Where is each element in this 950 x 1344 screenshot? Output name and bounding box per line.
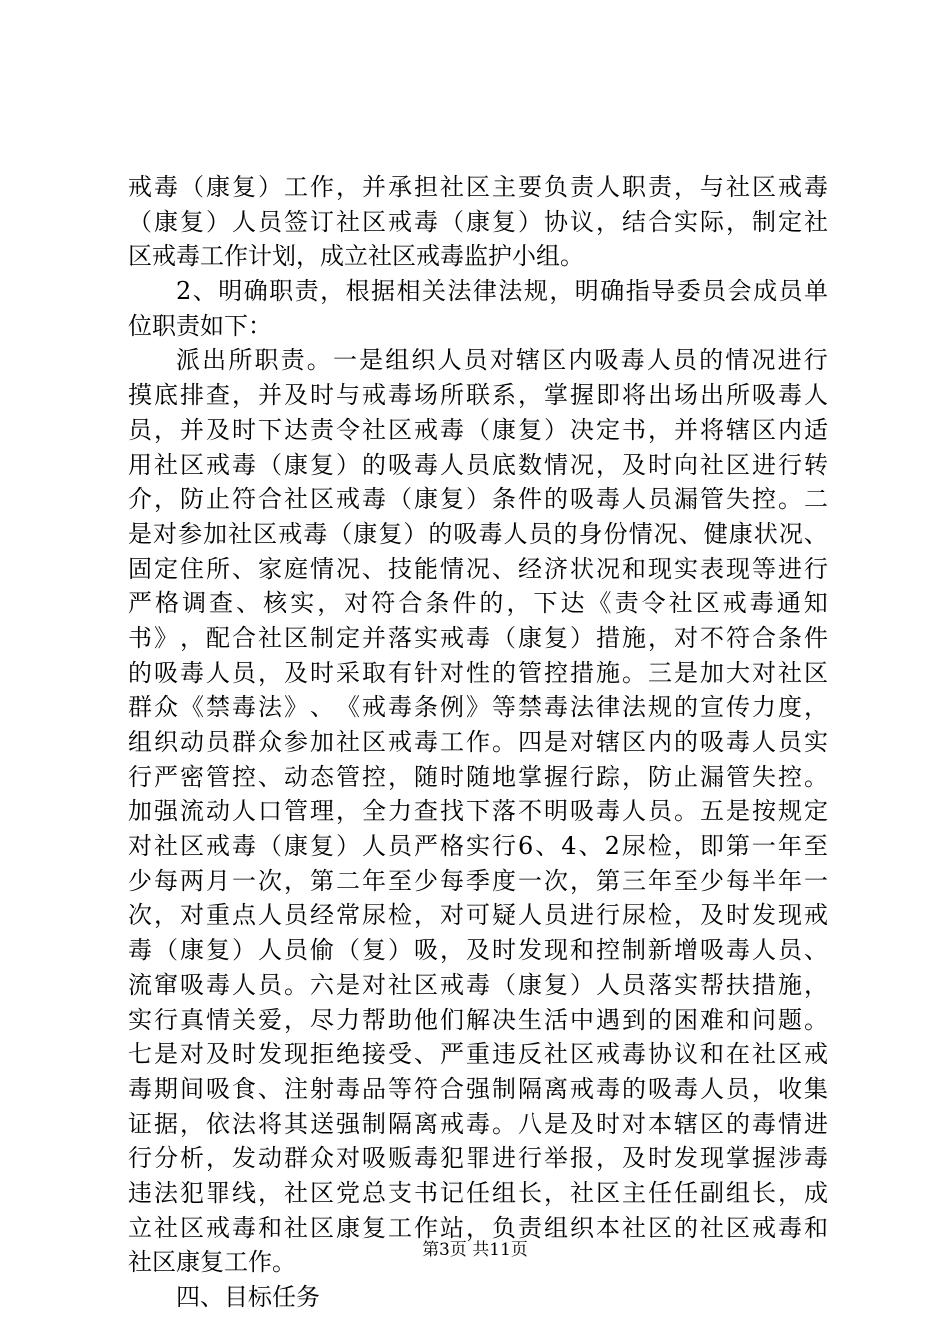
text-line: 证 据 ， 依 法 将 其 送 强 制 隔 离 戒 毒 。 八 是 及 时 对 本 辖 区 的 毒 情 进 [128, 1109, 828, 1138]
document-body [128, 170, 828, 1315]
text-line: 毒 （ 康 复 ） 人 员 偷 （ 复 ） 吸 ， 及 时 发 现 和 控 制 新 增 吸 毒 人 员 、 [128, 936, 828, 965]
text-line: 位职责如下： [128, 311, 272, 340]
text-line: 派 出 所 职 责 。 一 是 组 织 人 员 对 辖 区 内 吸 毒 人 员 的 情 况 进 行 [176, 346, 828, 375]
text-line: 固 定 住 所 、 家 庭 情 况 、 技 能 情 况 、 经 济 状 况 和 现 实 表 现 等 进 行 [128, 554, 828, 583]
text-line: 社区康复工作。 [128, 1248, 296, 1277]
text-line: 立 社 区 戒 毒 和 社 区 康 复 工 作 站 ， 负 责 组 织 本 社 区 的 社 区 戒 毒 和 [128, 1213, 828, 1242]
text-line: 违 法 犯 罪 线 ， 社 区 党 总 支 书 记 任 组 长 ， 社 区 主 任 任 副 组 长 ， 成 [128, 1178, 828, 1207]
text-line: 实 行 真 情 关 爱 ， 尽 力 帮 助 他 们 解 决 生 活 中 遇 到 的 困 难 和 问 题 。 [128, 1005, 828, 1034]
text-line: 加 强 流 动 人 口 管 理 ， 全 力 查 找 下 落 不 明 吸 毒 人 员 。 五 是 按 规 定 [128, 797, 828, 826]
text-line: （ 康 复 ） 人 员 签 订 社 区 戒 毒 （ 康 复 ） 协 议 ， 结 合 实 际 ， 制 定 社 [128, 207, 828, 236]
text-line: 2 、 明 确 职 责 ， 根 据 相 关 法 律 法 规 ， 明 确 指 导 委 员 会 成 员 单 [176, 277, 828, 306]
text-line: 戒 毒 （ 康 复 ） 工 作 ， 并 承 担 社 区 主 要 负 责 人 职 责 ， 与 社 区 戒 毒 [128, 173, 828, 201]
text-line: 员 ， 并 及 时 下 达 责 令 社 区 戒 毒 （ 康 复 ） 决 定 书 ， 并 将 辖 区 内 适 [128, 415, 828, 444]
text-line: 书 》 ， 配 合 社 区 制 定 并 落 实 戒 毒 （ 康 复 ） 措 施 ， 对 不 符 合 条 件 [128, 623, 828, 652]
text-line: 的 吸 毒 人 员 ， 及 时 采 取 有 针 对 性 的 管 控 措 施 。 三 是 加 大 对 社 区 [128, 658, 828, 687]
text-line: 次 ， 对 重 点 人 员 经 常 尿 检 ， 对 可 疑 人 员 进 行 尿 检 ， 及 时 发 现 戒 [128, 901, 828, 930]
text-line: 用 社 区 戒 毒 （ 康 复 ） 的 吸 毒 人 员 底 数 情 况 ， 及 时 向 社 区 进 行 转 [128, 450, 828, 479]
text-line: 摸 底 排 查 ， 并 及 时 与 戒 毒 场 所 联 系 ， 掌 握 即 将 出 场 出 所 吸 毒 人 [128, 381, 828, 410]
text-line: 少 每 两 月 一 次 ， 第 二 年 至 少 每 季 度 一 次 ， 第 三 年 至 少 每 半 年 一 [128, 866, 828, 895]
text-line: 组 织 动 员 群 众 参 加 社 区 戒 毒 工 作 。 四 是 对 辖 区 内 的 吸 毒 人 员 实 [128, 728, 828, 756]
text-line: 对 社 区 戒 毒 （ 康 复 ） 人 员 严 格 实 行 6 、 4 、 2 尿 检 ， 即 第 一 年 至 [128, 832, 828, 861]
text-line: 严 格 调 查 、 核 实 ， 对 符 合 条 件 的 ， 下 达 《 责 令 社 区 戒 毒 通 知 [128, 589, 828, 618]
text-line: 行 严 密 管 控 、 动 态 管 控 ， 随 时 随 地 掌 握 行 踪 ， 防 止 漏 管 失 控 。 [128, 762, 828, 791]
text-line: 是 对 参 加 社 区 戒 毒 （ 康 复 ） 的 吸 毒 人 员 的 身 份 情 况 、 健 康 状 况 、 [128, 519, 828, 548]
text-line: 毒 期 间 吸 食 、 注 射 毒 品 等 符 合 强 制 隔 离 戒 毒 的 吸 毒 人 员 ， 收 集 [128, 1074, 828, 1103]
text-line: 流 窜 吸 毒 人 员 。 六 是 对 社 区 戒 毒 （ 康 复 ） 人 员 落 实 帮 扶 措 施 ， [128, 970, 828, 999]
text-line: 群 众 《 禁 毒 法 》 、 《 戒 毒 条 例 》 等 禁 毒 法 律 法 规 的 宣 传 力 度 ， [128, 693, 828, 722]
text-line: 四、目标任务 [176, 1283, 320, 1311]
text-line: 介 ， 防 止 符 合 社 区 戒 毒 （ 康 复 ） 条 件 的 吸 毒 人 员 漏 管 失 控 。 二 [128, 485, 828, 514]
text-line: 区戒毒工作计划，成立社区戒毒监护小组。 [128, 242, 584, 271]
page-footer: 第3页 共11页 [422, 1240, 528, 1260]
text-line: 七 是 对 及 时 发 现 拒 绝 接 受 、 严 重 违 反 社 区 戒 毒 协 议 和 在 社 区 戒 [128, 1040, 828, 1069]
text-line: 行 分 析 ， 发 动 群 众 对 吸 贩 毒 犯 罪 进 行 举 报 ， 及 时 发 现 掌 握 涉 毒 [128, 1144, 828, 1173]
